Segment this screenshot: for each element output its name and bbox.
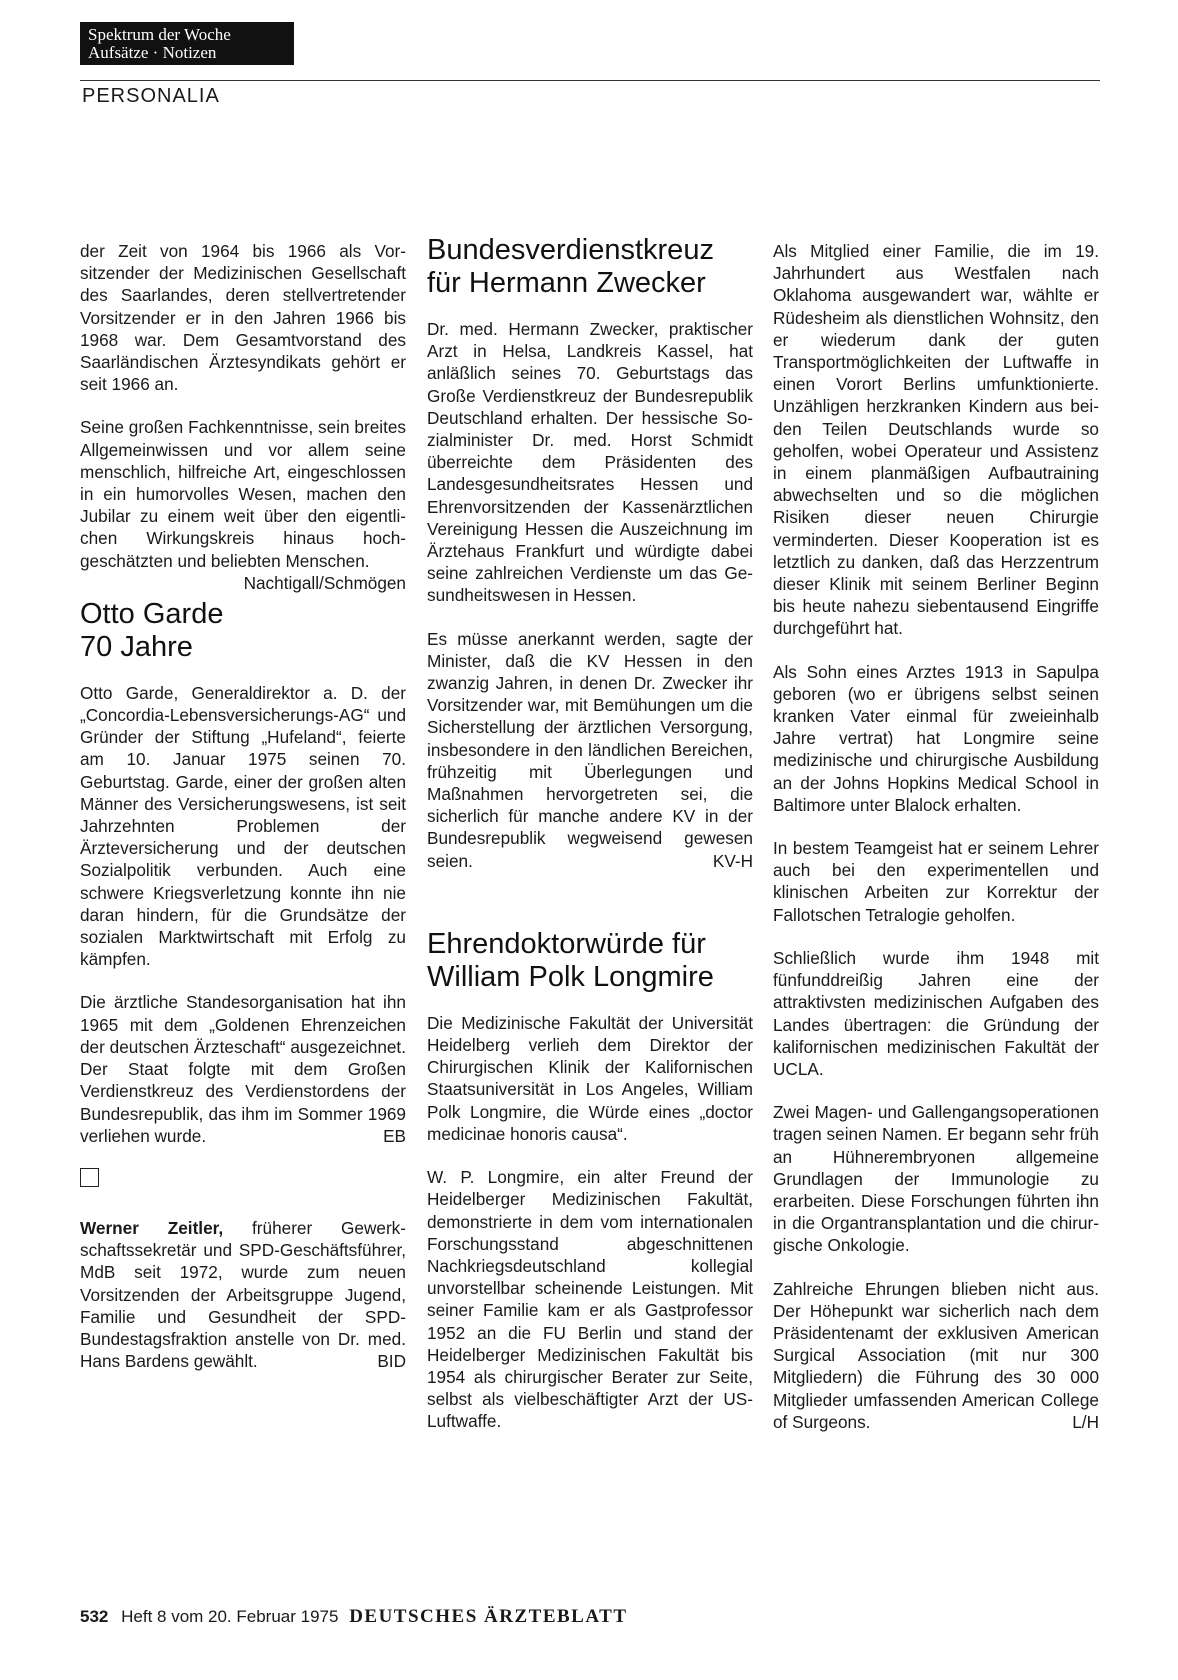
paragraph: Die ärztliche Standesorganisation hat ihn 1965 mit dem „Goldenen Ehrenzeichen der deutschen Ärzteschaft“ ausgezeichnet. Der Staat folgte mit dem Großen Verdienstkreuz des Verdienstordens der Bundesrepublik, das ihm im Sommer 1969 verliehen wurde. EB [80,992,406,1146]
paragraph: der Zeit von 1964 bis 1966 als Vorsitzender der Medizinischen Gesellschaft des Saarlandes, deren stellvertretender Vorsitzender er in den Jahren 1966 bis 1968 war. Dem Gesamtvorstand des Saarländischen Ärztesyndikats gehört er seit 1966 an. [80,241,406,395]
page-number: 532 [80,1607,109,1626]
author-signature: BID [377,1351,406,1372]
person-name: Werner Zeitler, [80,1217,224,1238]
paragraph: Zwei Magen- und Gallengangsoperationen tragen seinen Namen. Er begann sehr früh an Hühnerembryonen allgemeine Grundlagen der Immunologie zu erarbeiten. Diese Forschungen führten ihn in die Organtransplantation und die chirurgische Onkologie. [773,1102,1099,1256]
author-signature: KV-H [712,850,753,871]
section-header-box [80,22,294,65]
paragraph: Dr. med. Hermann Zwecker, praktischer Arzt in Helsa, Landkreis Kassel, hat anläßlich seines 70. Geburtstags das Große Verdienstkreuz der Bundesrepublik Deutschland erhalten. Der hessische Sozialminister Dr. med. Horst Schmidt überreichte dem Präsidenten des Landesgesundheitsrates Hessen und Ehrenvorsitzenden der Kassenärztlichen Vereinigung Hessen die Auszeichnung im Ärztehaus Frankfurt und würdigte dabei seine zahlreichen Verdienste um das Gesundheitswesen in Hessen. [427,319,753,606]
author-signature: L/H [1072,1411,1099,1432]
separator-square-icon [80,1168,99,1187]
column-3 [773,240,1099,1433]
article-heading-zwecker: Bundesverdienstkreuz für Hermann Zwecker [427,234,714,299]
article-heading-garde: Otto Garde 70 Jahre [80,597,224,663]
header-line-1: Spektrum der Woche [88,25,231,44]
paragraph: Die Medizinische Fakultät der Universität Heidelberg verlieh dem Direktor der Chirurgischen Klinik der Kalifornischen Staatsuniversität in Los Angeles, William Polk Longmire, die Würde eines „doctor medicinae honoris causa“. [427,1012,753,1144]
journal-name: DEUTSCHES ÄRZTEBLATT [349,1606,628,1627]
paragraph: Zahlreiche Ehrungen blieben nicht aus. Der Höhepunkt war sicherlich nach dem Präsidentenamt der exklusiven American Surgical Association (mit nur 300 Mitgliedern) die Führung des 30 000 Mitglieder umfassenden American College of Surgeons. L/H [773,1278,1099,1432]
issue-info: Heft 8 vom 20. Februar 1975 [121,1607,339,1626]
paragraph: Als Mitglied einer Familie, die im 19. Jahrhundert aus Westfalen nach Oklahoma ausgewandert war, wählte er Rüdesheim als dienstlichen Wohnsitz, den er wiederum dank der guten Transportmöglichkeiten der Luftwaffe in einen Vorort Berlins umfunktionierte. Unzähligen herzkranken Kindern aus beiden Teilen Deutschlands wurde so geholfen, wobei Operateur und Assistenz in einem planmäßigen Aufbautraining abwechselten und so die möglichen Risiken dieser neuen Chirurgie verminderten. Dieser Kooperation ist es letztlich zu danken, daß das Herzzentrum dieser Klinik mit seinem Berliner Beginn bis heute nahezu siebentausend Eingriffe durchgeführt hat. [773,241,1099,639]
section-label: PERSONALIA [82,85,220,107]
column-1 [80,240,406,1372]
paragraph: Werner Zeitler, früherer Gewerkschaftssekretär und SPD-Geschäftsführer, MdB seit 1972, wurde zum neuen Vorsitzenden der Arbeitsgruppe Jugend, Familie und Gesundheit der SPD-Bundestagsfraktion anstelle von Dr. med. Hans Bardens gewählt. BID [80,1217,407,1372]
paragraph: Schließlich wurde ihm 1948 mit fünfunddreißig Jahren eine der attraktivsten medizinischen Aufgaben des Landes übertragen: die Gründung der kalifornischen medizinischen Fakultät der UCLA. [773,947,1099,1079]
paragraph: In bestem Teamgeist hat er seinem Lehrer auch bei den experimentellen und klinischen Arbeiten zur Korrektur der Fallotschen Tetralogie geholfen. [773,838,1099,925]
author-signature: Nachtigall/Schmögen [243,572,406,593]
article-heading-longmire: Ehrendoktorwürde für William Polk Longmire [427,927,714,993]
column-2 [427,234,753,1433]
paragraph: W. P. Longmire, ein alter Freund der Heidelberger Medizinischen Fakultät, demonstrierte in dem vom internationalen Forschungsstand abgeschnittenen Nachkriegsdeutschland kollegial unvorstellbar scheinende Leistungen. Mit seiner Familie kam er als Gastprofessor 1952 an die FU Berlin und stand der Heidelberger Medizinischen Fakultät bis 1954 als chirurgischer Berater zur Seite, selbst als vielbeschäftigter Arzt der US-Luftwaffe. [427,1167,753,1432]
paragraph: Es müsse anerkannt werden, sagte der Minister, daß die KV Hessen in den zwanzig Jahren, in denen Dr. Zwecker ihr Vorsitzender war, mit Bemühungen um die Sicherstellung der ärztlichen Versorgung, insbesondere in den ländlichen Bereichen, frühzeitig mit Überlegungen und Maßnahmen hervorgetreten sei, die sicherlich für manche andere KV in der Bundesrepublik wegweisend gewesen seien. KV-H [427,628,753,871]
header-line-2: Aufsätze · Notizen [88,43,217,62]
paragraph: Otto Garde, Generaldirektor a. D. der „Concordia-Lebensversicherungs-AG“ und Gründer der Stiftung „Hufeland“, feierte am 10. Januar 1975 seinen 70. Geburtstag. Garde, einer der großen alten Männer des Versicherungswesens, ist seit Jahrzehnten Problemen der Ärzteversicherung und der deutschen Sozialpolitik verbunden. Auch eine schwere Kriegsverletzung konnte ihn nie daran hindern, für die Grundsätze der sozialen Marktwirtschaft mit Erfolg zu kämpfen. [80,682,406,970]
header-rule [80,80,1100,81]
paragraph: Seine großen Fachkenntnisse, sein breites Allgemeinwissen und vor allem seine menschlich, hilfreiche Art, eingeschlossen in ein humorvolles Wesen, machen den Jubilar zu einem weit über den eigentlichen Wirkungskreis hinaus hochgeschätzten und beliebten Menschen. Nachtigall/Schmögen [80,417,406,593]
paragraph: Als Sohn eines Arztes 1913 in Sapulpa geboren (wo er übrigens selbst seinen kranken Vater einmal für zweieinhalb Jahre vertrat) hat Longmire seine medizinische und chirurgische Ausbildung an der Johns Hopkins Medical School in Baltimore unter Blalock erhalten. [773,661,1099,815]
author-signature: EB [383,1125,406,1146]
page-footer [80,1606,628,1628]
